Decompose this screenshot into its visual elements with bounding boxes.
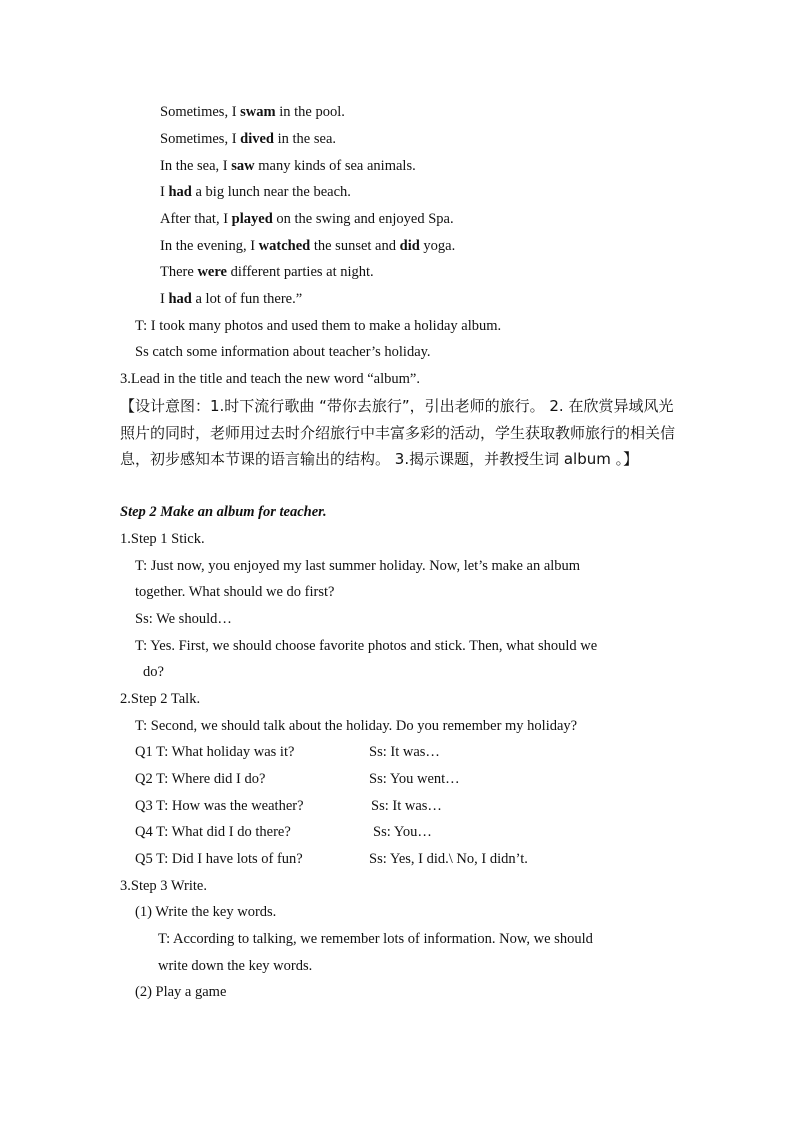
qa-answer: Ss: Yes, I did.\ No, I didn’t. xyxy=(369,851,528,867)
write-item-2: (2) Play a game xyxy=(135,984,227,1000)
qa-question: Q5 T: Did I have lots of fun? xyxy=(135,851,303,867)
poem-line-8: I had a lot of fun there.” xyxy=(160,291,303,307)
poem-line-4: I had a big lunch near the beach. xyxy=(160,184,351,200)
qa-answer: Ss: You went… xyxy=(369,771,460,787)
poem-line-3: In the sea, I saw many kinds of sea animals. xyxy=(160,158,416,174)
stick-teacher-line-2b: do? xyxy=(143,664,164,680)
stick-title: 1.Step 1 Stick. xyxy=(120,531,205,547)
stick-teacher-line-2a: T: Yes. First, we should choose favorite photos and stick. Then, what should we xyxy=(135,638,598,654)
stick-teacher-line-1a: T: Just now, you enjoyed my last summer holiday. Now, let’s make an album xyxy=(135,558,581,574)
design-intent-paragraph: 【设计意图：1.时下流行歌曲 “带你去旅行”，引出老师的旅行。 2. 在欣赏异域风光照片的同时，老师用过去时介绍旅行中丰富多彩的活动，学生获取教师旅行的相关信息，初步感知本节课的语言输出的结构。 3.揭示课题，并教授生词 album 。】 xyxy=(120,397,676,468)
write-item-1-teacher-a: T: According to talking, we remember lots of information. Now, we should xyxy=(158,931,593,947)
poem-line-2: Sometimes, I dived in the sea. xyxy=(160,131,337,147)
talk-title: 2.Step 2 Talk. xyxy=(120,691,201,707)
lead-in-line: 3.Lead in the title and teach the new word “album”. xyxy=(120,371,420,387)
qa-question: Q1 T: What holiday was it? xyxy=(135,744,295,760)
write-item-1: (1) Write the key words. xyxy=(135,904,277,920)
write-item-1-teacher-b: write down the key words. xyxy=(158,958,313,974)
ss-catch-line: Ss catch some information about teacher’s holiday. xyxy=(135,344,431,360)
stick-teacher-line-1b: together. What should we do first? xyxy=(135,584,335,600)
poem-line-6: In the evening, I watched the sunset and did yoga. xyxy=(160,238,456,254)
teacher-photos-line: T: I took many photos and used them to make a holiday album. xyxy=(135,318,502,334)
qa-answer: Ss: It was… xyxy=(369,744,440,760)
qa-answer: Ss: It was… xyxy=(371,798,442,814)
qa-question: Q3 T: How was the weather? xyxy=(135,798,304,814)
write-title: 3.Step 3 Write. xyxy=(120,878,207,894)
poem-line-5: After that, I played on the swing and enjoyed Spa. xyxy=(160,211,454,227)
talk-intro: T: Second, we should talk about the holiday. Do you remember my holiday? xyxy=(135,718,578,734)
qa-question: Q2 T: Where did I do? xyxy=(135,771,266,787)
qa-answer: Ss: You… xyxy=(373,824,432,840)
stick-ss-line: Ss: We should… xyxy=(135,611,232,627)
step2-heading: Step 2 Make an album for teacher. xyxy=(120,504,327,520)
poem-line-1: Sometimes, I swam in the pool. xyxy=(160,104,345,120)
poem-line-7: There were different parties at night. xyxy=(160,264,374,280)
qa-question: Q4 T: What did I do there? xyxy=(135,824,291,840)
